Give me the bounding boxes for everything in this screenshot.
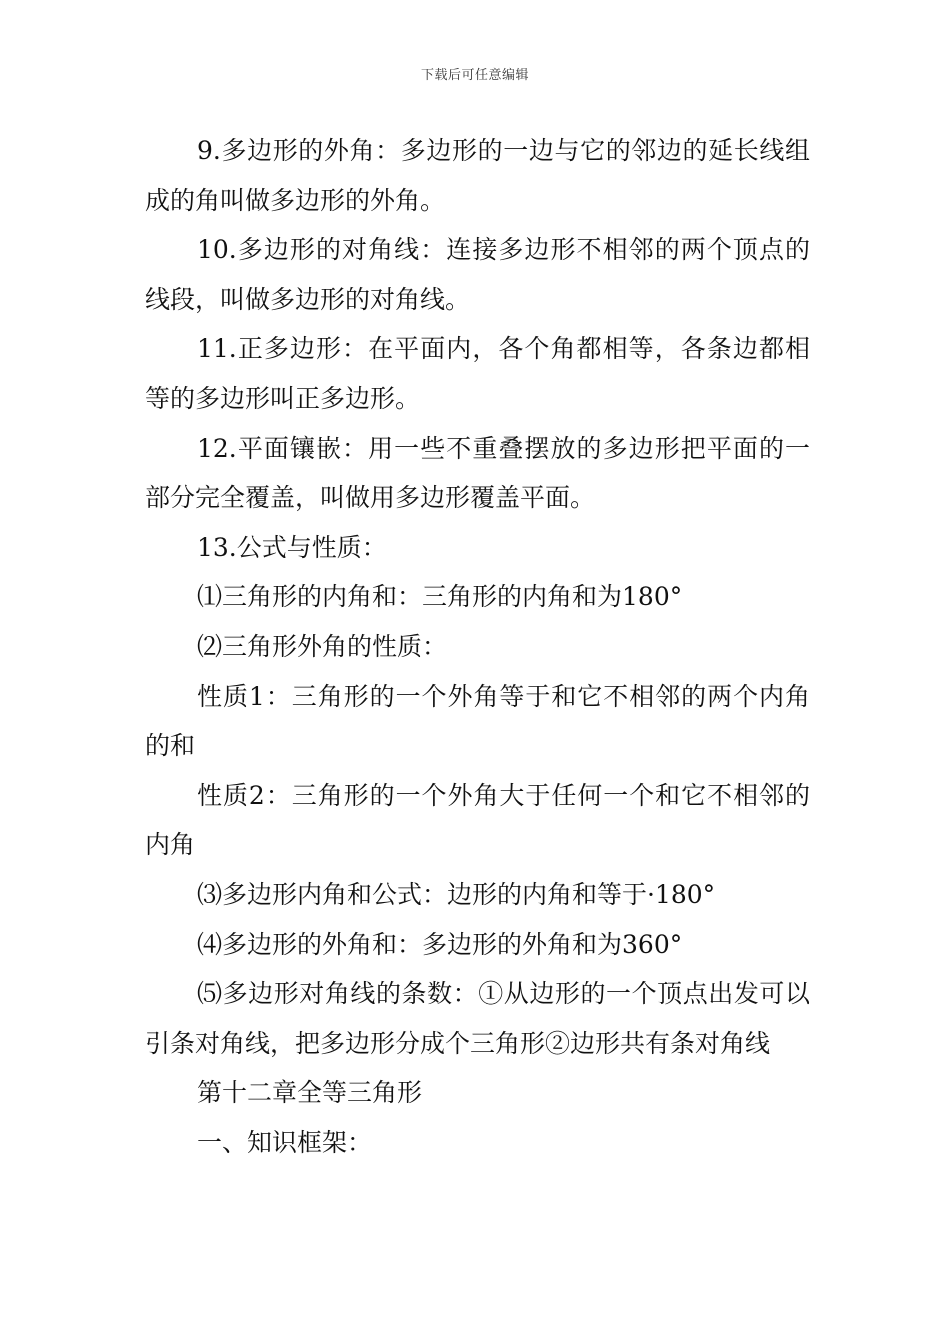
paragraph-tessellation: 12.平面镶嵌：用一些不重叠摆放的多边形把平面的一部分完全覆盖，叫做用多边形覆盖平面。 [145, 433, 810, 513]
paragraph-exterior-angle-properties: ⑵三角形外角的性质： [197, 631, 448, 661]
paragraph-diagonal-count: ⑸多边形对角线的条数：①从边形的一个顶点出发可以引条对角线，把多边形分成个三角形②边形共有条对角线 [145, 979, 810, 1058]
page-header: 下载后可任意编辑 [420, 68, 529, 83]
paragraph-property-1: 性质1：三角形的一个外角等于和它不相邻的两个内角的和 [145, 681, 810, 761]
paragraph-property-2: 性质2：三角形的一个外角大于任何一个和它不相邻的内角 [145, 780, 810, 860]
paragraph-triangle-angle-sum: ⑴三角形的内角和：三角形的内角和为180° [197, 582, 683, 612]
paragraph-exterior-angle-sum: ⑷多边形的外角和：多边形的外角和为360° [197, 929, 683, 959]
paragraph-exterior-angle: 9.多边形的外角：多边形的一边与它的邻边的延长线组成的角叫做多边形的外角。 [145, 136, 810, 215]
paragraph-formulas-heading: 13.公式与性质： [197, 532, 387, 562]
paragraph-diagonal: 10.多边形的对角线：连接多边形不相邻的两个顶点的线段，叫做多边形的对角线。 [145, 235, 810, 314]
document-body [145, 126, 810, 1167]
chapter-title: 第十二章全等三角形 [197, 1078, 423, 1108]
section-heading: 一、知识框架： [197, 1127, 373, 1157]
paragraph-interior-angle-formula: ⑶多边形内角和公式：边形的内角和等于·180° [197, 879, 716, 909]
paragraph-regular-polygon: 11.正多边形：在平面内，各个角都相等，各条边都相等的多边形叫正多边形。 [145, 334, 810, 413]
